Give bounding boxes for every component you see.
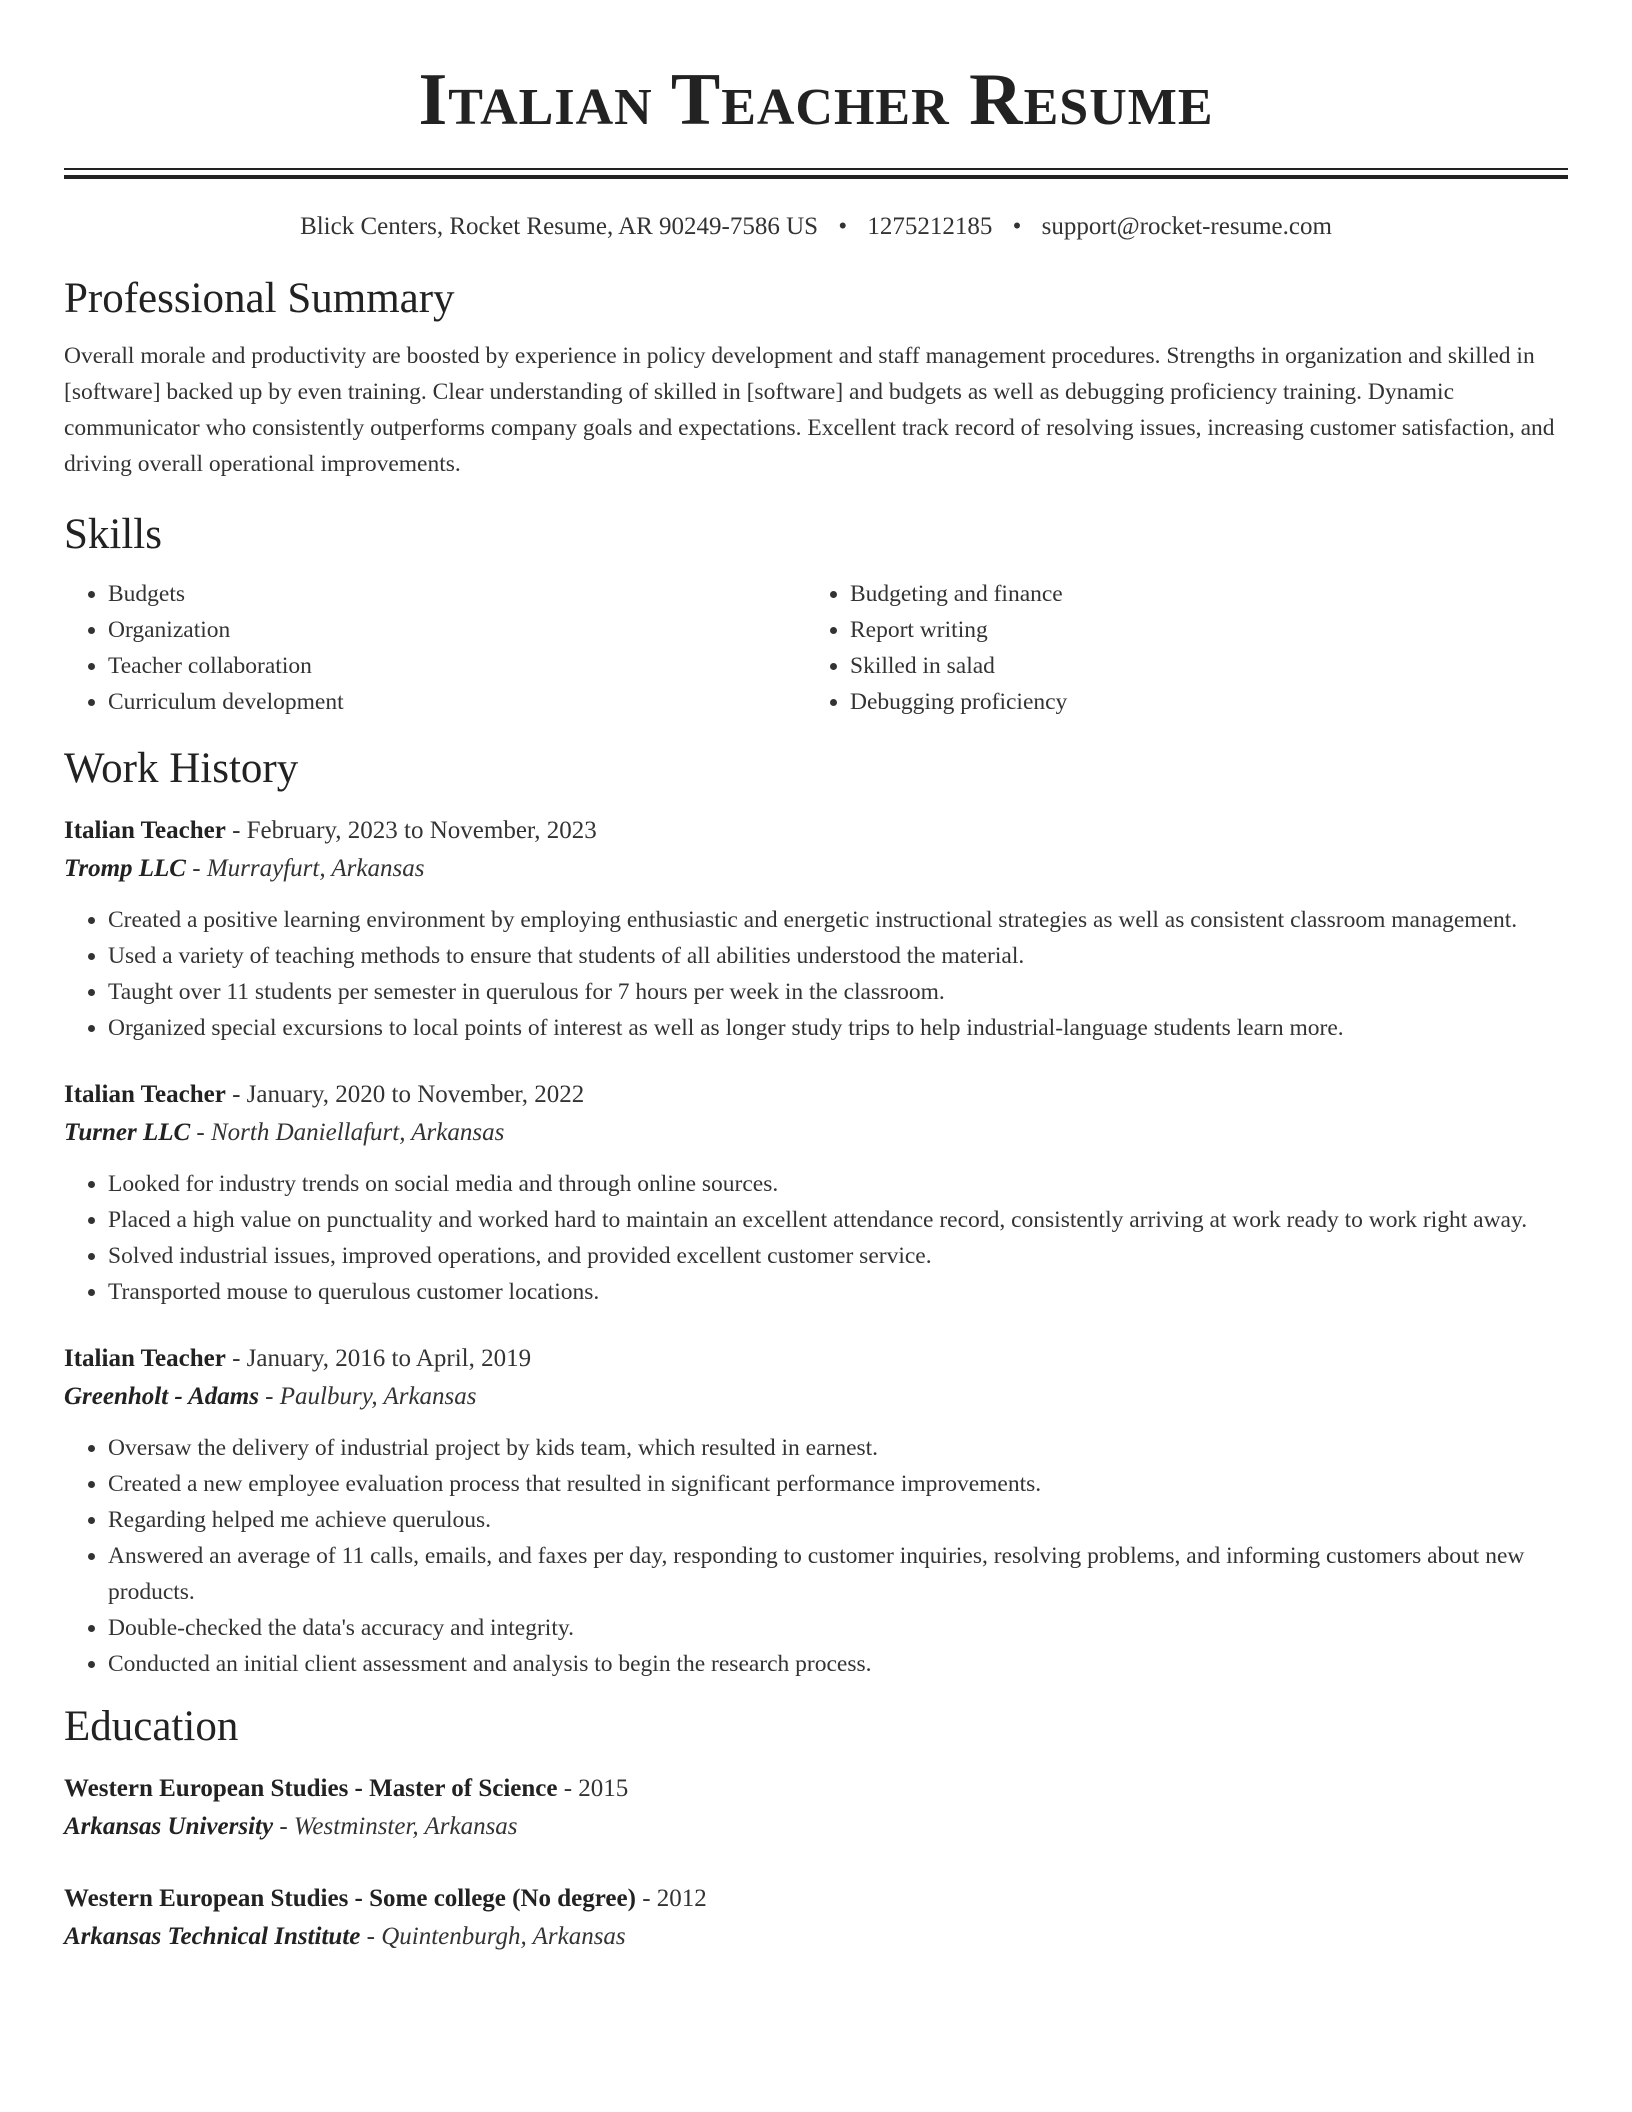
job-location: - Murrayfurt, Arkansas [186, 855, 425, 882]
contact-separator: • [838, 213, 848, 240]
job-bullets [64, 1430, 1568, 1682]
job-entry [64, 1076, 1568, 1310]
job-title: Italian Teacher [64, 1081, 226, 1108]
job-bullet: • Used a variety of teaching methods to ensure that students of all abilities understood the material. [108, 938, 1568, 974]
job-bullet: • Conducted an initial client assessment and analysis to begin the research process. [108, 1646, 1568, 1682]
job-dates: - February, 2023 to November, 2023 [225, 817, 597, 844]
education-school: Arkansas Technical Institute [64, 1923, 361, 1950]
job-bullet: • Double-checked the data's accuracy and integrity. [108, 1610, 1568, 1646]
education-school-line [64, 1918, 1568, 1956]
skill-item: • Skilled in salad [850, 648, 1550, 684]
skill-item: • Debugging proficiency [850, 684, 1550, 720]
job-bullet: • Created a positive learning environment by employing enthusiastic and energetic instructional strategies as well as consistent classroom management. [108, 902, 1568, 938]
job-bullet: • Taught over 11 students per semester in querulous for 7 hours per week in the classroom. [108, 974, 1568, 1010]
education-degree-line [64, 1880, 1568, 1918]
education-location: - Quintenburgh, Arkansas [360, 1923, 626, 1950]
contact-line [64, 212, 1568, 242]
education-school-line [64, 1808, 1568, 1846]
job-entry [64, 812, 1568, 1046]
education-year: - 2012 [635, 1885, 707, 1912]
education-school: Arkansas University [64, 1813, 274, 1840]
job-employer [64, 1378, 1568, 1416]
title-rule-thin [64, 168, 1568, 170]
skills-list [64, 576, 1568, 720]
job-bullet: • Regarding helped me achieve querulous. [108, 1502, 1568, 1538]
job-bullets [64, 902, 1568, 1046]
skills-heading: Skills [64, 511, 162, 558]
skill-item: • Organization [108, 612, 806, 648]
job-company: Greenholt - Adams [64, 1383, 259, 1410]
skill-item: • Budgeting and finance [850, 576, 1550, 612]
education-entry [64, 1770, 1568, 1846]
job-bullet: • Looked for industry trends on social media and through online sources. [108, 1166, 1568, 1202]
job-location: - North Daniellafurt, Arkansas [190, 1119, 505, 1146]
education-location: - Westminster, Arkansas [273, 1813, 518, 1840]
job-location: - Paulbury, Arkansas [258, 1383, 477, 1410]
job-title: Italian Teacher [64, 1345, 226, 1372]
contact-address: Blick Centers, Rocket Resume, AR 90249-7586 US [300, 213, 819, 240]
job-bullet: • Solved industrial issues, improved operations, and provided excellent customer service. [108, 1238, 1568, 1274]
education-year: - 2015 [557, 1775, 629, 1802]
job-title: Italian Teacher [64, 817, 226, 844]
job-company: Turner LLC [64, 1119, 191, 1146]
summary-text: Overall morale and productivity are boosted by experience in policy development and staff management procedures. Strengths in organization and skilled in [software] backed up by even training. Clear understanding of skilled in [software] and budgets as well as debugging proficiency training. Dynamic communicator who consistently outperforms company goals and expectations. Excellent track record of resolving issues, increasing customer satisfaction, and driving overall operational improvements. [64, 343, 1555, 477]
job-dates: - January, 2016 to April, 2019 [225, 1345, 532, 1372]
job-header [64, 1076, 1568, 1114]
education-degree-line [64, 1770, 1568, 1808]
skill-item: • Report writing [850, 612, 1550, 648]
skills-column-right [806, 576, 1550, 720]
job-bullets [64, 1166, 1568, 1310]
resume-title: Italian Teacher Resume [418, 59, 1214, 141]
education-degree: Western European Studies - Master of Science [64, 1775, 558, 1802]
job-header [64, 812, 1568, 850]
contact-phone: 1275212185 [867, 213, 993, 240]
job-employer [64, 1114, 1568, 1152]
contact-email: support@rocket-resume.com [1041, 213, 1332, 240]
skill-item: • Curriculum development [108, 684, 806, 720]
job-company: Tromp LLC [64, 855, 186, 882]
education-heading: Education [64, 1703, 239, 1750]
job-bullet: • Transported mouse to querulous customer locations. [108, 1274, 1568, 1310]
summary-heading: Professional Summary [64, 275, 455, 322]
title-rule-thick [64, 175, 1568, 179]
education-entry [64, 1880, 1568, 1956]
resume-content [64, 0, 1568, 1956]
job-bullet: • Oversaw the delivery of industrial project by kids team, which resulted in earnest. [108, 1430, 1568, 1466]
job-bullet: • Organized special excursions to local points of interest as well as longer study trips to help industrial-language students learn more. [108, 1010, 1568, 1046]
skill-item: • Budgets [108, 576, 806, 612]
job-dates: - January, 2020 to November, 2022 [225, 1081, 585, 1108]
job-entry [64, 1340, 1568, 1682]
job-header [64, 1340, 1568, 1378]
skill-item: • Teacher collaboration [108, 648, 806, 684]
work-history-heading: Work History [64, 745, 299, 792]
job-bullet: • Answered an average of 11 calls, emails, and faxes per day, responding to customer inquiries, resolving problems, and informing customers about new products. [108, 1538, 1568, 1610]
education-degree: Western European Studies - Some college (No degree) [64, 1885, 636, 1912]
job-employer [64, 850, 1568, 888]
contact-separator: • [1012, 213, 1022, 240]
job-bullet: • Created a new employee evaluation process that resulted in significant performance improvements. [108, 1466, 1568, 1502]
skills-column-left [64, 576, 806, 720]
job-bullet: • Placed a high value on punctuality and worked hard to maintain an excellent attendance record, consistently arriving at work ready to work right away. [108, 1202, 1568, 1238]
